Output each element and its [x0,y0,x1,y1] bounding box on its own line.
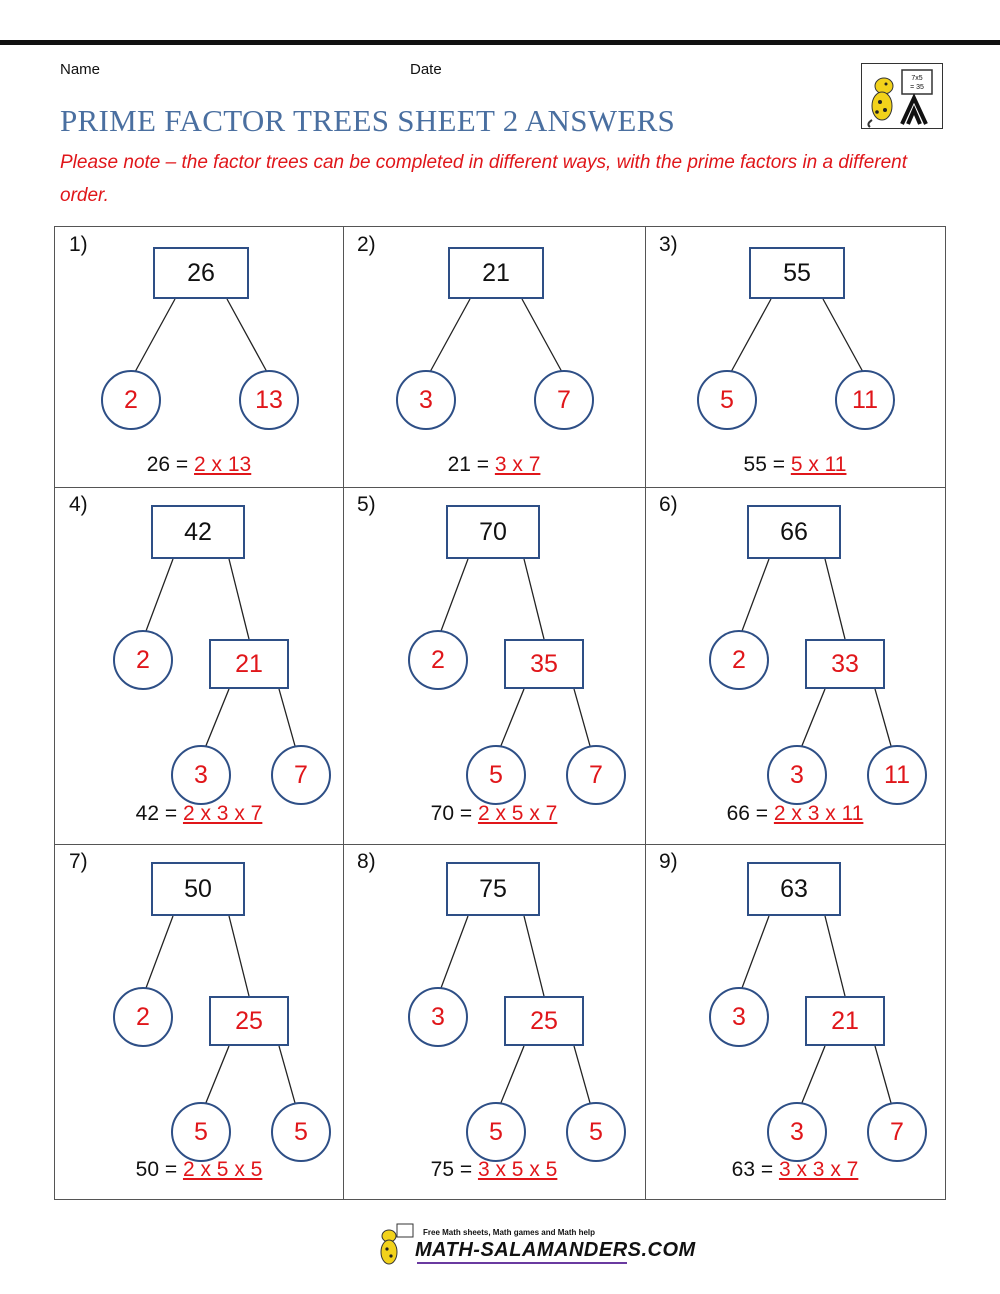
prime-factor-circle: 2 [101,370,161,430]
equation-answer: 3 x 7 [494,453,541,476]
equation-left: 26 = [146,453,195,476]
composite-factor-box: 21 [805,996,885,1046]
tree-branch [522,299,562,372]
tree-branch [143,559,173,639]
equation-left: 50 = [135,1158,183,1181]
prime-factor-circle: 3 [767,745,827,805]
equation-left: 55 = [743,453,791,476]
tree-branch [524,559,544,639]
problem-cell [645,487,945,844]
prime-factor-circle: 3 [709,987,769,1047]
problem-number: 6) [659,493,678,516]
equation-answer: 2 x 3 x 11 [773,802,864,825]
factor-equation [55,802,343,826]
equation-left: 21 = [447,453,495,476]
tree-branch [229,916,249,996]
problem-cell [343,487,645,844]
factor-equation [55,1158,343,1182]
problem-cell [55,227,343,487]
name-label: Name [60,61,101,78]
svg-text:7x5: 7x5 [911,75,923,82]
equation-answer: 5 x 11 [790,453,847,476]
problem-number: 3) [659,233,678,256]
factor-equation [343,453,645,477]
footer-logo [375,1222,696,1272]
red-note: Please note – the factor trees can be completed in different ways, with the prime factors in a different order. [60,152,908,206]
footer-underline [417,1262,627,1264]
tree-branch [799,689,825,753]
factor-equation [343,1158,645,1182]
tree-branch [438,559,468,639]
tree-branch [430,299,470,372]
tree-branch [227,299,267,372]
equation-left: 66 = [726,802,774,825]
root-number-box: 63 [747,862,841,916]
prime-factor-circle: 5 [466,1102,526,1162]
problem-cell [55,487,343,844]
prime-factor-circle: 2 [113,630,173,690]
composite-factor-box: 25 [504,996,584,1046]
problem-number: 7) [69,850,88,873]
top-rule [0,40,1000,45]
tree-branch [438,916,468,996]
tree-branch [203,1046,229,1110]
tree-branch [825,559,845,639]
problem-cell [55,844,343,1200]
tree-branch [875,1046,893,1110]
tree-branch [825,916,845,996]
problem-cell [343,227,645,487]
tree-branch [498,689,524,753]
footer-site: MATH-SALAMANDERS.COM [415,1239,696,1261]
prime-factor-circle: 11 [835,370,895,430]
prime-factor-circle: 5 [697,370,757,430]
root-number-box: 75 [446,862,540,916]
problem-cell [343,844,645,1200]
root-number-box: 70 [446,505,540,559]
tree-branch [135,299,175,372]
root-number-box: 21 [448,247,544,299]
problem-number: 8) [357,850,376,873]
factor-equation [645,453,945,477]
equation-left: 70 = [430,802,478,825]
factor-equation [343,802,645,826]
salamander-logo [861,63,943,129]
problem-number: 4) [69,493,88,516]
prime-factor-circle: 3 [408,987,468,1047]
root-number-box: 50 [151,862,245,916]
tree-branch [498,1046,524,1110]
equation-answer: 3 x 3 x 7 [778,1158,859,1181]
equation-answer: 2 x 13 [194,453,252,476]
problem-grid [54,226,946,1200]
tree-branch [279,689,297,753]
tree-branch [799,1046,825,1110]
equation-answer: 2 x 5 x 7 [477,802,558,825]
prime-factor-circle: 13 [239,370,299,430]
factor-equation [645,802,945,826]
worksheet-title: PRIME FACTOR TREES SHEET 2 ANSWERS [60,103,676,138]
prime-factor-circle: 7 [534,370,594,430]
tree-branch [229,559,249,639]
problem-cell [645,227,945,487]
root-number-box: 26 [153,247,249,299]
prime-factor-circle: 7 [271,745,331,805]
tree-branch [574,1046,592,1110]
equation-answer: 3 x 5 x 5 [477,1158,558,1181]
composite-factor-box: 35 [504,639,584,689]
problem-number: 9) [659,850,678,873]
problem-number: 2) [357,233,376,256]
composite-factor-box: 33 [805,639,885,689]
equation-left: 75 = [430,1158,478,1181]
prime-factor-circle: 5 [466,745,526,805]
equation-answer: 2 x 5 x 5 [182,1158,263,1181]
footer-tagline: Free Math sheets, Math games and Math help [423,1228,596,1237]
tree-branch [731,299,771,372]
tree-branch [739,559,769,639]
problem-number: 1) [69,233,88,256]
date-label: Date [410,61,442,78]
prime-factor-circle: 2 [709,630,769,690]
prime-factor-circle: 2 [113,987,173,1047]
composite-factor-box: 21 [209,639,289,689]
tree-branch [739,916,769,996]
root-number-box: 42 [151,505,245,559]
problem-number: 5) [357,493,376,516]
tree-branch [143,916,173,996]
tree-branch [875,689,893,753]
equation-left: 42 = [135,802,183,825]
tree-branch [203,689,229,753]
prime-factor-circle: 2 [408,630,468,690]
prime-factor-circle: 5 [566,1102,626,1162]
prime-factor-circle: 11 [867,745,927,805]
prime-factor-circle: 3 [171,745,231,805]
prime-factor-circle: 7 [867,1102,927,1162]
factor-equation [55,453,343,477]
equation-answer: 2 x 3 x 7 [182,802,263,825]
problem-cell [645,844,945,1200]
composite-factor-box: 25 [209,996,289,1046]
svg-text:= 35: = 35 [910,84,924,91]
tree-branch [279,1046,297,1110]
prime-factor-circle: 5 [271,1102,331,1162]
equation-left: 63 = [731,1158,779,1181]
tree-branch [574,689,592,753]
prime-factor-circle: 5 [171,1102,231,1162]
prime-factor-circle: 3 [396,370,456,430]
prime-factor-circle: 7 [566,745,626,805]
factor-equation [645,1158,945,1182]
tree-branch [823,299,863,372]
root-number-box: 66 [747,505,841,559]
root-number-box: 55 [749,247,845,299]
prime-factor-circle: 3 [767,1102,827,1162]
tree-branch [524,916,544,996]
